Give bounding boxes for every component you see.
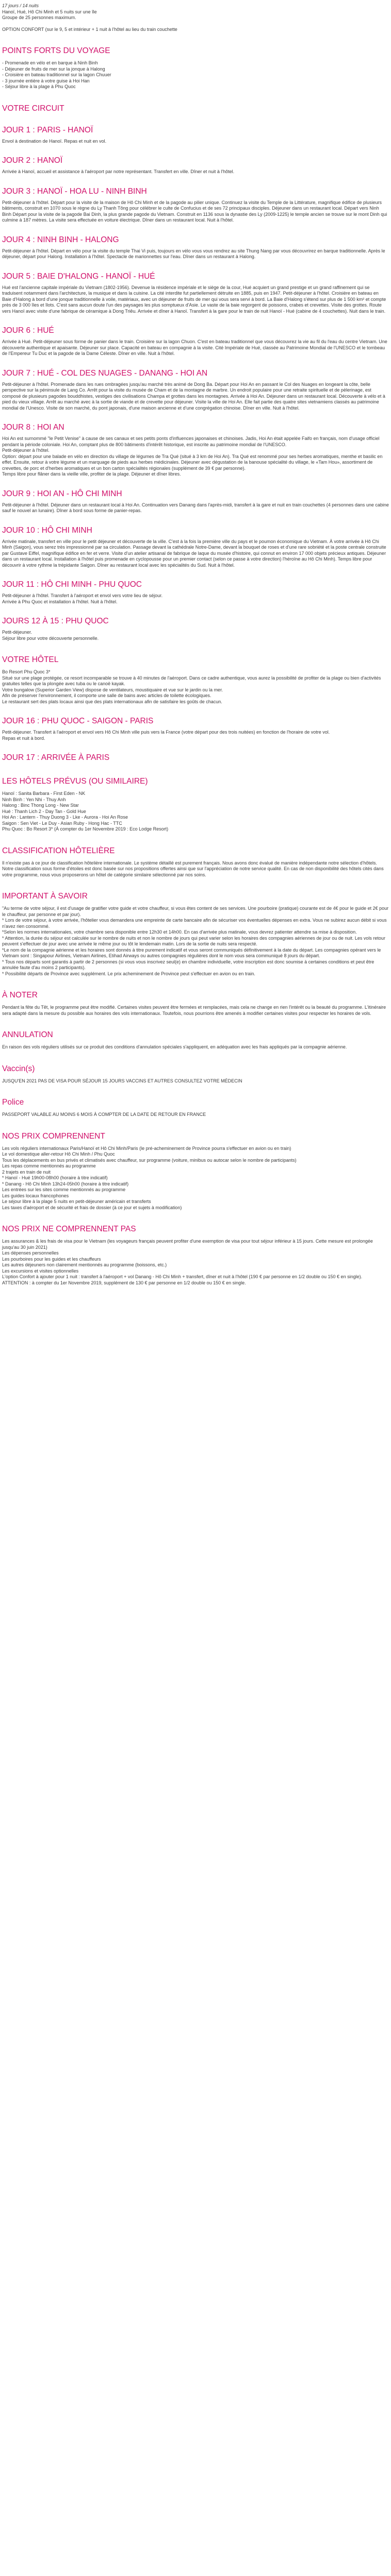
day-title: JOUR 1 : PARIS - HANOÏ: [2, 125, 93, 134]
points-forts-item: - 3 journée entière à votre guise à Hoi Han: [2, 78, 90, 83]
prix-comprend-item: Les repas comme mentionnés au programme: [2, 1163, 96, 1168]
intro: [2, 3, 389, 32]
prix-comprend-item: Le vol domestique aller-retour Hô Chi Minh / Phu Quoc: [2, 1151, 115, 1157]
day-block: [2, 235, 389, 260]
police-text: PASSEPORT VALABLE AU MOINS 6 MOIS À COMPTER DE LA DATE DE RETOUR EN FRANCE: [2, 1112, 206, 1117]
prix-ne-comprend-item: Les assurances & les frais de visa pour le Vietnam (les voyageurs français peuvent profiter d'une exemption de visa pour tout séjour inférieur à 15 jours. Cette mesure est prolongée jusqu'au 30 juin 2021): [2, 1239, 373, 1250]
day-title: JOUR 17 : ARRIVÉE À PARIS: [2, 753, 110, 762]
important-paragraph: * Attention, la durée du séjour est calculée sur le nombre de nuits et non le nombre de jours qui peut varier selon les horaires des compagnies aériennes de jour ou de nuit. Les vols retour peuvent s'effectuer de jour avec une arrivée le même jour ou tôt le lendemain matin. Lors de la sortie de nuits sera respecté.: [2, 935, 385, 946]
day-title: JOUR 3 : HANOÏ - HOA LU - NINH BINH: [2, 187, 147, 196]
hotel-paragraph: Afin de préserver l'environnement, il comporte une salle de bains avec articles de toilette écologiques.: [2, 693, 211, 698]
prix-ne-comprend-item: Les pourboires pour les guides et les chauffeurs: [2, 1256, 101, 1262]
day-block: [2, 489, 389, 514]
hotel-item: Hoi An : Lantern - Thuy Duong 3 - Lke - Aurora - Hoi An Rose: [2, 815, 128, 820]
annulation-text: En raison des vols réguliers utilisés sur ce produit des conditions d'annulation spéciales s'appliquent, en adéquation avec les frais appliqués par la compagnie aérienne.: [2, 1044, 347, 1049]
important-paragraph: * Possibilité départs de Province avec supplément. Le prix acheminement de Province peut s'effectuer en avion ou en train.: [2, 971, 255, 976]
day-title: JOUR 6 : HUÉ: [2, 326, 54, 335]
day-text: Petit-déjeuner. Transfert à l'aéroport et envol vers Hô Chi Minh ville puis vers la France (votre départ pour des trois nuitées) en fonction de l'horaire de votre vol.: [2, 730, 330, 735]
day-text: Repas et nuit à bord.: [2, 735, 45, 741]
noter-text: Pendant la fête du Têt, le programme peut être modifié. Certaines visites peuvent être fermées et remplacées, mais cela ne change en rien l'intérêt ou la beauté du programme. L'itinéraire sera adapté dans la mesure du possible aux horaires des vols internationaux. Toutefois, nous pourrions être amenés à modifier certaines visites pour respecter les horaires de vols.: [2, 1005, 386, 1016]
important-paragraph: *Le nom de la compagnie aérienne et les horaires sont donnés à titre purement indicatif et vous seront communiqués définitivement à la date du départ. Les compagnies opérant vers le Vietnam sont : Singapour Airlines, Vietnam Airlines, Etihad Airways ou autres compagnies régulières dont le nom vous sera communiqué 8 jours du départ.: [2, 947, 381, 958]
day-block: [2, 526, 389, 569]
classification-section: [2, 846, 389, 878]
day-text: Arrivée à Hanoï, accueil et assistance à l'aéroport par notre représentant. Transfert en ville. Dîner et nuit à l'hôtel.: [2, 169, 235, 174]
hotel-item: Halong : Binc Thong Long - New Star: [2, 803, 79, 808]
day-text: Petit-déjeuner à l'hôtel. Départ pour la visite de la maison de Hô Chi Minh et de la pagode au pilier unique. Continuez la visite du Temple de la Littérature, magnifique édifice de plusieurs bâtiments, construit en 1070 sous le règne du Ly Thanh Tông pour célébrer le culte de Confucius et de ses 72 principaux disciples. Déjeuner dans un restaurant local. Départ vers Ninh Binh Départ pour la visite de la pagode Bai Dinh, la plus grande pagode du Vietnam. Construit en 1136 sous la dynastie des Ly (2009-1225) le temple ancien se trouve sur le mont Dinh qui culmine à 187 mètres. La visite sera effectuée en voiture électrique. Dîner dans un restaurant local. Nuit à l'hôtel.: [2, 199, 387, 223]
day-block: [2, 753, 389, 763]
prix-comprend-item: 2 trajets en train de nuit: [2, 1169, 51, 1175]
day-title: JOUR 8 : HOI AN: [2, 423, 64, 432]
annulation-title: ANNULATION: [2, 1030, 53, 1039]
day-title: JOUR 11 : HÔ CHI MINH - PHU QUOC: [2, 580, 142, 589]
day-text: Hué est l'ancienne capitale impériale du Vietnam (1802-1956). Devenue la résidence impériale et le siège de la cour, Hué acquiert un grand prestige et un grand raffinement qui se traduisent notamment dans l'architecture, la musique et dans la cuisine. La cité interdite fut partiellement détruite en 1885, puis en 1947. Petit-déjeuner à l'hôtel. Croisière en bateau en Baie d'Halong à bord d'une jonque traditionnelle à voile, matériaux, avec un déjeuner de fruits de mer qui vous sera servi à bord. La Baie d'Halong s'étend sur plus de 1 500 km² et compte près de 3 000 îles et îlots. C'est sans aucun doute l'un des paysages les plus somptueux d'Asie. Le vaste de la baie regorgent de poissons, crabes et crevettes. Visite des grottes. Route vers Hanoï avec visite d'une fabrique de céramique à Dong Triêu. Arrivée et dîner à Hanoï. Transfert à la gare pour le train de nuit Hanoï - Hué (cabine de 4 couchettes). Nuit dans le train.: [2, 284, 386, 314]
day-title: JOUR 4 : NINH BINH - HALONG: [2, 235, 119, 244]
prix-comprend-item: Tous les déplacements en bus privés et climatisés avec chauffeur, sur programme (voiture, minibus ou autocar selon le nombre de participants): [2, 1157, 297, 1163]
important-paragraph: "Au terme de votre séjour, il est d'usage de gratifier votre guide et votre chauffeur, si vous êtes content de ses services. Une pourboire (pratique) courante est de 4€ pour le guide et 2€ pour le chauffeur, par personne et par jour).: [2, 906, 389, 917]
important-paragraph: *Selon les normes internationales, votre chambre sera disponible entre 12h30 et 14h00. En cas d'arrivée plus matinale, vous devrez patienter attendre sa mise à disposition.: [2, 929, 357, 935]
points-forts-item: - Promenade en vélo et en barque à Ninh Binh: [2, 60, 98, 65]
intro-destinations: Hanoï, Hué, Hô Chi Minh et 5 nuits sur une île: [2, 9, 97, 14]
hotel-paragraph: Le restaurant sert des plats locaux ainsi que des plats internationaux afin de satisfaire les goûts de chacun.: [2, 699, 222, 704]
classification-text: Il n'existe pas à ce jour de classification hôtelière internationale. Le système détaillé est purement français. Nous avons donc évalué de manière indépendante notre sélection d'hôtels. Notre classification sous forme d'étoiles est donc basée sur nos propositions offertes ainsi que sur l'appréciation de notre service qualité. En cas de non disponibilité des hôtels cités dans votre programme, nous vous proposerons un hôtel de catégorie similaire sélectionné par nos soins.: [2, 860, 384, 877]
prix-ne-comprend-list: [2, 1239, 389, 1286]
day-block: [2, 326, 389, 357]
day-block: [2, 580, 389, 605]
hotel-section: [2, 655, 389, 705]
prix-comprend-title: NOS PRIX COMPRENNENT: [2, 1131, 105, 1141]
day-title: JOUR 7 : HUÉ - COL DES NUAGES - DANANG - HOI AN: [2, 368, 208, 378]
prix-comprend-item: Les vols réguliers internationaux Paris/Hanoï et Hô Chi Minh/Paris (le pré-acheminement de Province pourra s'effectuer en avion ou en train): [2, 1145, 291, 1151]
day-title: JOUR 16 : PHU QUOC - SAIGON - PARIS: [2, 717, 154, 725]
prix-comprend-item: Les guides locaux francophones: [2, 1193, 69, 1198]
day-text: Petit-déjeuner.: [2, 630, 32, 635]
hotel-item: Hanoï : Sanita Barbara - First Eden - NK: [2, 791, 86, 796]
day-text: Petit-déjeuner à l'hôtel. Départ en vélo pour la visite du temple Thai Vi puis, toujours en vélo vous vous rendrez au site Thung Nang par vous découvrirez en barque traditionnelle. Après le déjeuner, départ pour Halong. Installation à l'hôtel. Spectacle de marionnettes sur l'eau. Dîner dans un restaurant à Halong.: [2, 248, 385, 259]
day-title: JOUR 9 : HOI AN - HÔ CHI MINH: [2, 489, 122, 498]
day-title: JOUR 2 : HANOÏ: [2, 156, 63, 165]
hotel-title: VOTRE HÔTEL: [2, 655, 59, 664]
day-text: Séjour libre pour votre découverte personnelle.: [2, 635, 99, 641]
day-text: Petit-déjeuner à l'hôtel.: [2, 448, 50, 453]
points-forts-item: - Croisière en bateau traditionnel sur la lagon Chuuer: [2, 72, 111, 77]
important-text: [2, 906, 389, 977]
day-text: Envol à destination de Hanoï. Repas et nuit en vol.: [2, 138, 107, 144]
day-text: Petit-déjeuner à l'hôtel. Promenade dans les rues ombragées jusqu'au marché très animé de Dong Ba. Départ pour Hoi An en passant le Col des Nuages en longeant la côte, belle perspective sur la péninsule de Lang Co. Arrêt pour la visite du musée de Cham et de la montagne de marbre. Un endroit populaire pour une retraite spirituelle et de pèlerinage, est composé de plusieurs pagodes bouddhistes, vestiges des civilisations Champa et grottes dans les montagnes. Arrivée à Hoi An. Déjeuner dans un restaurant local. Découverte à vélo et à pied du vieux village. Arrêt au marché avec à la sortie de viande et de crevette pour déjeuner. Visite la ville de Hoi An. Elle fait partie des quatre sites vietnamiens classés au patrimoine mondial de l'Unesco. Visite de son marché, du pont japonais, d'une maison ancienne et d'une congrégation chinoise. Dîner en ville. Nuit à l'hôtel.: [2, 381, 385, 411]
day-title: JOURS 12 À 15 : PHU QUOC: [2, 617, 109, 625]
itinerary-days: [2, 125, 389, 642]
day-block: [2, 716, 389, 741]
option-confort-text: OPTION CONFORT (sur le 9, 5 et intérieur + 1 nuit à l'hôtel au lieu du train couchette: [2, 26, 177, 32]
day-text: Hoi An est surnommé "le Petit Venise" à cause de ses canaux et ses petits ponts d'influences japonaises et chinoises. Jadis, Hoi An était appelée Faifo en français, nom d'usage officiel pendant la période coloniale. Hoi An, comptant plus de 800 bâtiments d'intérêt historique, est inscrite au patrimoine mondial de l'UNESCO.: [2, 436, 380, 447]
day-text: Petit-déjeuner à l'hôtel. Transfert à l'aéroport et envol vers votre lieu de séjour.: [2, 593, 163, 598]
prix-comprend-item: * Hanoï - Hué 19h00-08h00 (horaire à titre indicatif): [2, 1175, 108, 1180]
hotels-list: [2, 791, 389, 833]
prix-ne-comprend-section: [2, 1224, 389, 1286]
hotel-item: Saigon : Sen Viet - Le Duy - Asian Ruby - Hong Hac - TTC: [2, 820, 122, 826]
hotel-item: Hué : Thanh Lich 2 - Day Tan - Gold Hue: [2, 808, 86, 814]
day-block: [2, 616, 389, 641]
day-block: [2, 368, 389, 412]
classification-title: CLASSIFICATION HÔTELIÈRE: [2, 846, 115, 855]
itinerary-days-end: [2, 716, 389, 763]
day-block: [2, 156, 389, 175]
noter-section: [2, 990, 389, 1016]
prix-comprend-list: [2, 1146, 389, 1211]
important-section: [2, 891, 389, 977]
day-text: Petit-déjeuner à l'hôtel. Déjeuner dans un restaurant local à Hoi An. Continuation vers Danang dans l'après-midi, transfert à la gare et nuit en train couchettes (4 personnes dans une cabine sauf le nouvel an lunaire). Dîner à bord sous forme de panier-repas.: [2, 502, 389, 513]
prix-ne-comprend-item: L'option Confort à ajouter pour 1 nuit : transfert à l'aéroport + vol Danang - Hô Chi Minh + transfert, dîner et nuit à l'hôtel (190 € par personne en 1/2 double ou 150 € en single). ATTENTION : à compter du 1er Novembre 2019, supplément de 130 € par personne en 1/2 double ou 150 € en single.: [2, 1274, 363, 1285]
day-text: Arrivée à Hué. Petit-déjeuner sous forme de panier dans le train. Croisière sur la lagon Chuon. C'est en bateau traditionnel que vous découvrez la vie au fil du l'eau du centre Vietnam. Une découverte authentique et apaisante. Déjeuner sur place. Capacité en bateau en compagnie à la visite. Cité Impériale de Hué, classée au Patrimoine Mondial de l'UNESCO et le tombeau de l'Empereur Tu Duc et la pagode de la Dame Céleste. Dîner en ville. Nuit à l'hôtel.: [2, 339, 387, 356]
points-forts-section: [2, 46, 389, 90]
hotels-prevus-section: [2, 776, 389, 833]
important-title: IMPORTANT À SAVOIR: [2, 892, 88, 901]
hotel-paragraph: Votre bungalow (Superior Garden View) dispose de ventilateurs, moustiquaire et vue sur le jardin ou la mer.: [2, 687, 223, 692]
hotel-paragraph: Bo Resort Phu Quoc 3*: [2, 669, 51, 674]
circuit-section: [2, 104, 389, 114]
prix-ne-comprend-item: Les dépenses personnelles: [2, 1250, 59, 1256]
prix-comprend-item: Le séjour libre à la plage 5 nuits en petit-déjeuner américain et transferts: [2, 1199, 151, 1204]
prix-comprend-item: Les taxes d'aéroport et de sécurité et frais de dossier (à ce jour et sujets à modification): [2, 1205, 182, 1210]
intro-duration: 17 jours / 14 nuits: [2, 3, 39, 8]
day-text: Option: départ pour une balade en vélo en direction du village de légumes de Tra Qué (situé à 3 km de Hoi An). Tra Qué est renommé pour ses herbes aromatiques, menthe et basilic en effet. Ensuite, retour à votre légume et un marquage de pieds aux herbes médicinales. Déjeuner avec dégustation de la banouse spécialité du village, le «Tam Hou», assortiment de crevettes, de porc et d'herbes aromatiques et un bon carton spécialités régionales (supplément de 39 € par personne).: [2, 453, 383, 471]
day-title: JOUR 5 : BAIE D'HALONG - HANOÏ - HUÉ: [2, 272, 155, 281]
vaccin-title: Vaccin(s): [2, 1064, 35, 1073]
day-text: Arrivée matinale, transfert en ville pour le petit déjeuner et découverte de la ville. C'est à la fois la première ville du pays et le poumon économique du Vietnam. À votre arrivée à Hô Chi Minh (Saigon), vous serez très impressionné par sa circulation. Passage devant la cathédrale Notre-Dame, devant la bouquet de roses et d'une rare sobriété et la poste centrale construite par Gustave Eiffel, magnifique édifice en fer et verre. Visite d'un atelier artisanal de fabrique de laque du musée d'histoire, qui connut en environ 17 000 objets précieux antiques. Déjeuner dans un restaurant local. Installation à l'hôtel puis promenade en cyclopousse pour un premier contact (selon ce passe à votre direction) l'héroïne au Hô Chi Minh). Temps libre pour découvrir à votre rythme la trépidante Saigon. Dîner au restaurant local avec les spécialités du Sud. Nuit à l'hôtel.: [2, 538, 386, 568]
police-title: Police: [2, 1098, 24, 1107]
hotel-text: [2, 669, 389, 705]
hotel-item: Ninh Binh : Yen Nhi - Thuy Anh: [2, 796, 66, 802]
hotel-paragraph: Situé sur une plage protégée, ce resort incomparable se trouve à 40 minutes de l'aéroport. Dans ce cadre authentique, vous aurez la possibilité de profiter de la plage ou bien d'activités gratuites telles que la plongée avec tuba ou le canoë kayak.: [2, 675, 381, 686]
day-block: [2, 187, 389, 224]
prix-comprend-item: Les entrées sur les sites comme mentionnés au programme: [2, 1187, 126, 1192]
intro-group-size: Groupe de 25 personnes maximum.: [2, 15, 76, 20]
points-forts-item: - Séjour libre à la plage à Phu Quoc: [2, 84, 76, 89]
circuit-title: VOTRE CIRCUIT: [2, 104, 64, 113]
day-block: [2, 272, 389, 315]
hotels-prevus-title: LES HÔTELS PRÉVUS (OU SIMILAIRE): [2, 777, 148, 786]
day-text: Arrivée à Phu Quoc et installation à l'hôtel. Nuit à l'hôtel.: [2, 599, 118, 604]
police-section: [2, 1097, 389, 1118]
points-forts-item: - Déjeuner de fruits de mer sur la jonque à Halong: [2, 66, 105, 72]
page: [0, 0, 391, 1286]
vaccin-section: [2, 1064, 389, 1084]
prix-comprend-item: * Danang - Hô Chi Minh 13h24-05h00 (horaire à titre indicatif): [2, 1181, 129, 1187]
prix-comprend-section: [2, 1131, 389, 1211]
annulation-section: [2, 1030, 389, 1050]
day-text: Temps libre pour flâner dans la vieille ville, profiter de la plage. Déjeuner et dîner libres.: [2, 471, 181, 477]
prix-ne-comprend-item: Les autres déjeuners non clairement mentionnés au programme (boissons, etc.): [2, 1262, 167, 1267]
day-block: [2, 422, 389, 478]
day-block: [2, 125, 389, 145]
prix-ne-comprend-item: Les excursions et visites optionnelles: [2, 1268, 79, 1274]
important-paragraph: * Lors de votre séjour, à votre arrivée, l'hôtelier vous demandera une empreinte de carte bancaire afin de sécuriser vos éventuelles dépenses en extra. Vous ne subirez aucun débit si vous n'avez rien consommé.: [2, 918, 387, 929]
vaccin-text: JUSQU'EN 2021 PAS DE VISA POUR SÉJOUR 15 JOURS VACCINS ET AUTRES CONSULTEZ VOTRE MÉDECIN: [2, 1078, 242, 1083]
noter-title: À NOTER: [2, 991, 38, 999]
important-paragraph: * Tous nos départs sont garantis à partir de 2 personnes (si vous vous inscrivez seul(e) en chambre individuelle, votre inscription est donc soumise à certaines conditions et peut être annulée faute d'au moins 2 participants).: [2, 959, 374, 970]
prix-ne-comprend-title: NOS PRIX NE COMPRENNENT PAS: [2, 1225, 136, 1233]
day-title: JOUR 10 : HÔ CHI MINH: [2, 526, 92, 535]
hotel-item: Phu Quoc : Bo Resort 3* (À compter du 1er Novembre 2019 : Eco Lodge Resort): [2, 826, 169, 832]
points-forts-title: POINTS FORTS DU VOYAGE: [2, 46, 110, 55]
